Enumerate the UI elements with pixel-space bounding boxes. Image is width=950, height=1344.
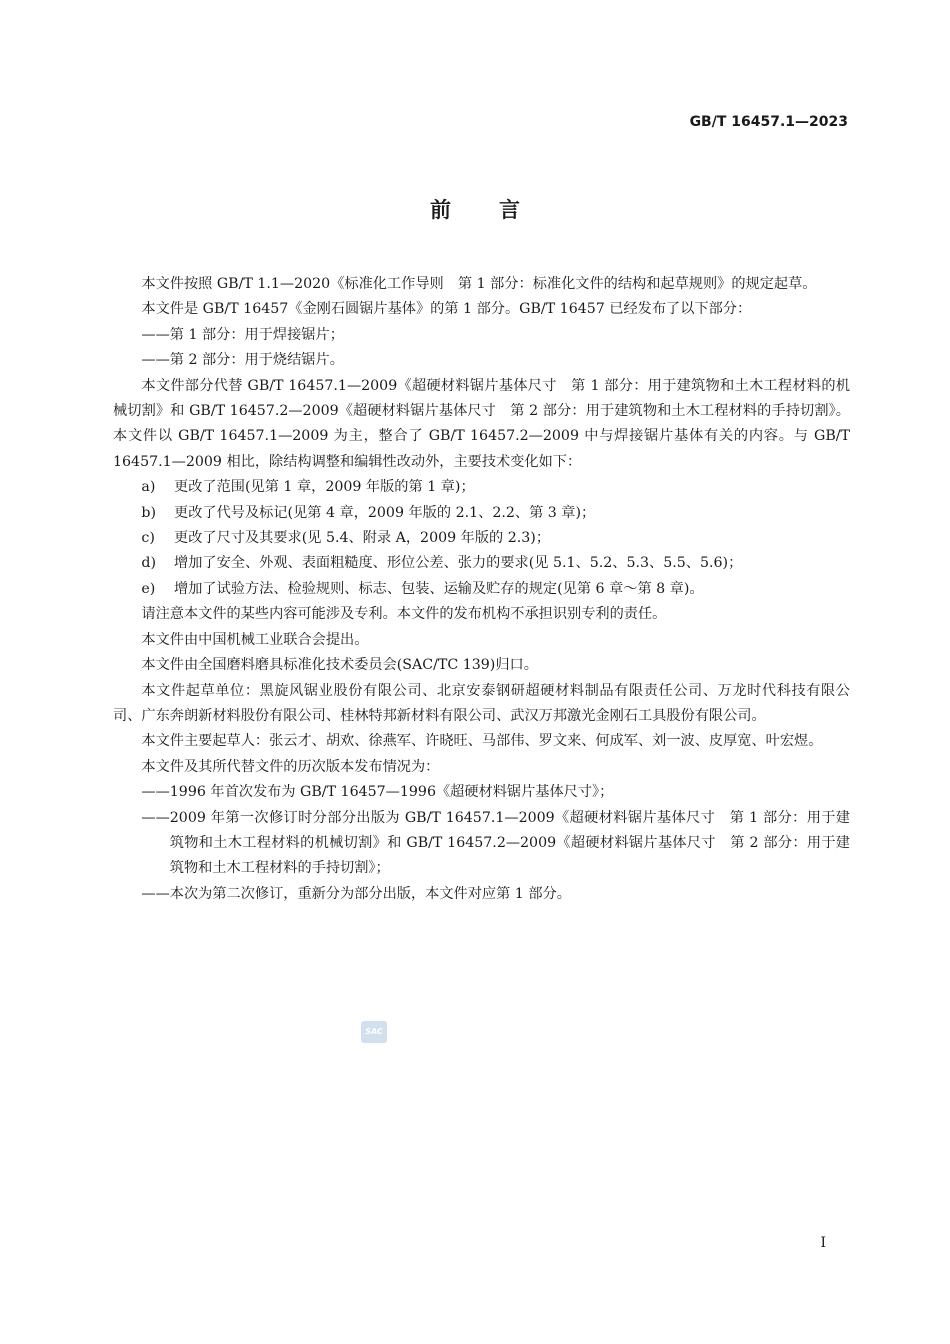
proposer-statement: 本文件由中国机械工业联合会提出。 — [141, 631, 369, 648]
change-text: 更改了代号及标记(见第 4 章，2009 年版的 2.1、2.2、第 3 章)； — [174, 504, 596, 521]
change-text: 更改了尺寸及其要求(见 5.4、附录 A，2009 年版的 2.3)； — [174, 530, 551, 547]
drafting-organizations: 本文件起草单位：黑旋风锯业股份有限公司、北京安泰钢研超硬材料制品有限责任公司、万龙时代科技有限公司、广东奔朗新材料股份有限公司、桂林特邦新材料有限公司、武汉万邦激光金刚石工具股份有限公司。 — [113, 682, 850, 724]
change-item — [113, 577, 850, 602]
history-item: ——1996 年首次发布为 GB/T 16457—1996《超硬材料锯片基体尺寸》； — [141, 784, 614, 801]
paragraph: 本文件部分代替 GB/T 16457.1—2009《超硬材料锯片基体尺寸 第 1 部分：用于建筑物和土木工程材料的机械切割》和 GB/T 16457.2—2009《超硬材料锯片基体尺寸 第 2 部分：用于建筑物和土木工程材料的手持切割》。本文件以 GB/T 16457.1—2009 为主，整合了 GB/T 16457.2—2009 中与焊接锯片基体有关的内容。与 GB/T 16457.1—2009 相比，除结构调整和编辑性改动外，主要技术变化如下： — [113, 377, 850, 470]
document-code: GB/T 16457.1—2023 — [689, 114, 848, 130]
change-text: 增加了安全、外观、表面粗糙度、形位公差、张力的要求(见 5.1、5.2、5.3、5.5、5.6)； — [174, 555, 743, 572]
history-intro: 本文件及其所代替文件的历次版本发布情况为： — [141, 758, 440, 775]
change-item — [113, 475, 850, 500]
committee-statement: 本文件由全国磨料磨具标准化技术委员会(SAC/TC 139)归口。 — [141, 657, 538, 674]
change-item — [113, 501, 850, 526]
change-label: c) — [141, 530, 155, 547]
drafters: 本文件主要起草人：张云才、胡欢、徐燕军、许晓旺、马部伟、罗文来、何成军、刘一波、皮厚宽、叶宏煜。 — [141, 733, 823, 750]
part-list-item: ——第 2 部分：用于烧结锯片。 — [141, 352, 344, 369]
change-label: d) — [141, 555, 157, 572]
change-text: 更改了范围(见第 1 章，2009 年版的第 1 章)； — [174, 479, 475, 496]
sac-watermark-logo: SAC — [361, 1021, 387, 1043]
patent-notice: 请注意本文件的某些内容可能涉及专利。本文件的发布机构不承担识别专利的责任。 — [141, 606, 667, 623]
change-item — [113, 526, 850, 551]
paragraph: 本文件是 GB/T 16457《金刚石圆锯片基体》的第 1 部分。GB/T 16457 已经发布了以下部分： — [141, 301, 752, 318]
change-item — [113, 551, 850, 576]
page-number: I — [820, 1235, 826, 1251]
part-list-item: ——第 1 部分：用于焊接锯片； — [141, 326, 344, 343]
change-label: e) — [141, 580, 156, 597]
document-body — [113, 272, 850, 907]
history-item: ——2009 年第一次修订时分部分出版为 GB/T 16457.1—2009《超硬材料锯片基体尺寸 第 1 部分：用于建筑物和土木工程材料的机械切割》和 GB/T 16457.2—2009《超硬材料锯片基体尺寸 第 2 部分：用于建筑物和土木工程材料的手持切割》； — [141, 809, 850, 877]
page-title: 前言 — [430, 198, 568, 222]
change-text: 增加了试验方法、检验规则、标志、包装、运输及贮存的规定(见第 6 章～第 8 章)。 — [174, 580, 704, 597]
paragraph: 本文件按照 GB/T 1.1—2020《标准化工作导则 第 1 部分：标准化文件的结构和起草规则》的规定起草。 — [141, 276, 817, 292]
history-item: ——本次为第二次修订，重新分为部分出版，本文件对应第 1 部分。 — [141, 885, 571, 902]
change-label: a) — [141, 479, 156, 496]
change-label: b) — [141, 504, 157, 521]
